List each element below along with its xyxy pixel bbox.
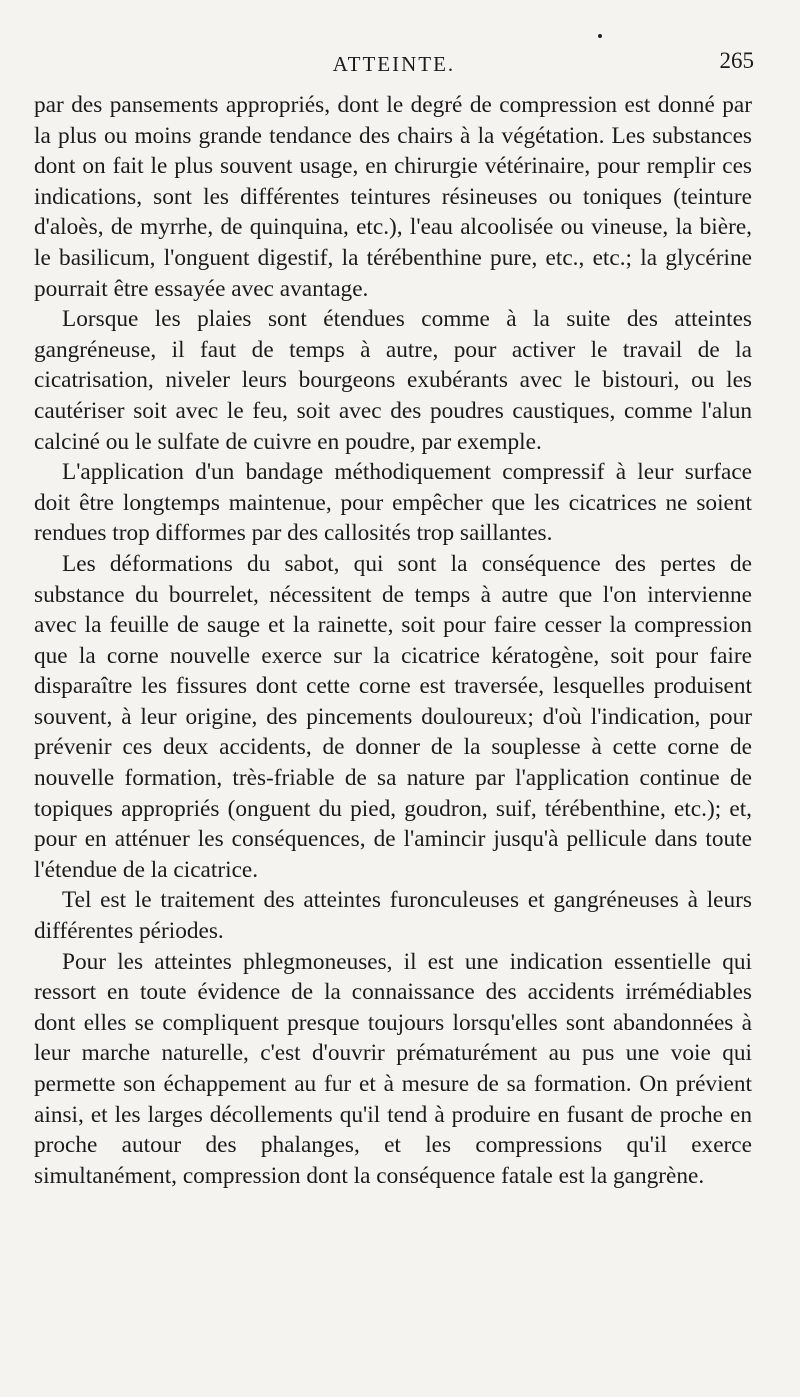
running-title: ATTEINTE. [332, 52, 456, 76]
page-number: 265 [719, 48, 754, 73]
paragraph-4: Les déformations du sabot, qui sont la conséquence des pertes de substance du bourrelet, nécessitent de temps à autre que l'on intervienne avec la feuille de sauge et la rainette, soit pour faire cesser la compression que la corne nouvelle exerce sur la cicatrice kératogène, soit pour faire disparaître les fissures dont cette corne est traversée, lesquelles produisent souvent, à leur origine, des pincements douloureux; d'où l'indication, pour prévenir ces deux accidents, de donner de la souplesse à cette corne de nouvelle formation, très-friable de sa nature par l'application continue de topiques appropriés (onguent du pied, goudron, suif, térébenthine, etc.); et, pour en atténuer les conséquences, de l'amincir jusqu'à pellicule dans toute l'étendue de la cicatrice. [34, 550, 752, 883]
paragraph-5: Tel est le traitement des atteintes furonculeuses et gangréneuses à leurs différentes périodes. [34, 887, 752, 945]
paragraph-3: L'application d'un bandage méthodiquement compressif à leur surface doit être longtemps maintenue, pour empêcher que les cicatrices ne soient rendues trop difformes par des callosités trop saillantes. [34, 459, 752, 547]
paragraph-2: Lorsque les plaies sont étendues comme à la suite des atteintes gangréneuse, il faut de temps à autre, pour activer le travail de la cicatrisation, niveler leurs bourgeons exubérants avec le bistouri, ou les cautériser soit avec le feu, soit avec des poudres caustiques, comme l'alun calciné ou le sulfate de cuivre en poudre, par exemple. [34, 306, 752, 455]
paragraph-6: Pour les atteintes phlegmoneuses, il est une indication essentielle qui ressort en toute évidence de la connaissance des accidents irrémédiables dont elles se compliquent presque toujours lorsqu'elles sont abandonnées à leur marche naturelle, c'est d'ouvrir prématurément au pus une voie qui permette son échappement au fur et à mesure de sa formation. On prévient ainsi, et les larges décollements qu'il tend à produire en fusant de proche en proche autour des phalanges, et les compressions qu'il exerce simultanément, compression dont la conséquence fatale est la gangrène. [34, 948, 752, 1189]
paragraph-1: par des pansements appropriés, dont le degré de compression est donné par la plus ou moins grande tendance des chairs à la végétation. Les substances dont on fait le plus souvent usage, en chirurgie vétérinaire, pour remplir ces indications, sont les différentes teintures résineuses ou toniques (teinture d'aloès, de myrrhe, de quinquina, etc.), l'eau alcoolisée ou vineuse, la bière, le basilicum, l'onguent digestif, la térébenthine pure, etc., etc.; la glycérine pourrait être essayée avec avantage. [34, 92, 752, 302]
print-speck [598, 34, 602, 38]
body-text [34, 90, 752, 1191]
page-header [34, 48, 754, 78]
